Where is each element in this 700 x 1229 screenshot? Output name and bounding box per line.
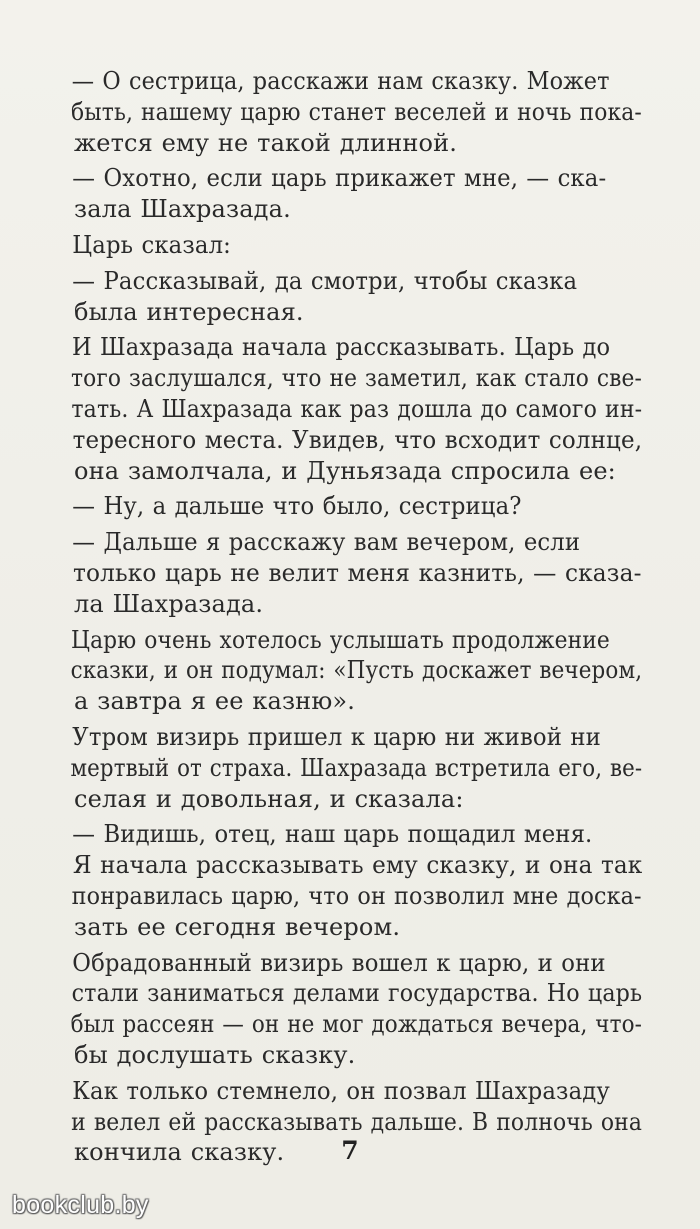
- paragraph-1: [42, 66, 642, 158]
- paragraph-6: [42, 491, 642, 522]
- text-line: селая и довольная, и сказала:: [74, 784, 464, 813]
- paragraph-4: [42, 266, 642, 328]
- text-line: жется ему не такой длинной.: [74, 128, 458, 157]
- text-line: стали заниматься делами государства. Но царь: [71, 979, 643, 1008]
- paragraph-3: [42, 230, 642, 261]
- text-line: тать. А Шахразада как раз дошла до самого ин-: [71, 394, 643, 423]
- text-line: мертвый от страха. Шахразада встретила его, ве-: [70, 753, 643, 782]
- text-line: — Дальше я расскажу вам вечером, если: [72, 528, 581, 557]
- text-line: бы дослушать сказку.: [74, 1040, 356, 1069]
- text-line: Как только стемнело, он позвал Шахразаду: [72, 1076, 610, 1105]
- text-line: ла Шахразада.: [74, 589, 264, 618]
- text-line: — Ну, а дальше что было, сестрица?: [72, 492, 522, 521]
- text-line: сказки, и он подумал: «Пусть доскажет вечером,: [70, 656, 643, 685]
- text-line: И Шахразада начала рассказывать. Царь до: [71, 333, 611, 362]
- text-line: понравилась царю, что он позволил мне доска-: [71, 881, 642, 910]
- watermark-logo: bookclub.by: [12, 1191, 149, 1219]
- paragraph-8: [42, 625, 642, 717]
- text-line: была интересная.: [74, 297, 304, 326]
- text-line: зать ее сегодня вечером.: [74, 912, 401, 941]
- text-line: — О сестрица, расскажи нам сказку. Может: [71, 67, 610, 95]
- paragraph-5: [42, 332, 642, 486]
- text-line: Утром визирь пришел к царю ни живой ни: [72, 722, 601, 751]
- paragraph-10: [42, 819, 642, 942]
- text-line: а завтра я ее казню».: [74, 687, 355, 716]
- text-line: кончила сказку.: [74, 1138, 285, 1167]
- text-line: — Видишь, отец, наш царь пощадил меня.: [72, 820, 593, 849]
- text-line: Царь сказал:: [72, 230, 231, 259]
- text-line: она замолчала, и Дуньязада спросила ее:: [74, 456, 616, 485]
- text-line: — Рассказывай, да смотри, чтобы сказка: [72, 266, 578, 295]
- text-block: [42, 66, 642, 1173]
- text-line: быть, нашему царю станет веселей и ночь пока-: [71, 97, 642, 126]
- text-line: Обрадованный визирь вошел к царю, и они: [72, 948, 606, 977]
- text-line: был рассеян — он не мог дождаться вечера, что-: [70, 1010, 643, 1039]
- text-line: Я начала рассказывать ему сказку, и она так: [72, 851, 643, 880]
- text-line: тересного места. Увидев, что всходит солнце,: [72, 425, 643, 454]
- text-line: того заслушался, что не заметил, как стало све-: [70, 364, 643, 393]
- page-number: 7: [341, 1136, 359, 1165]
- text-line: только царь не велит меня казнить, — сказа-: [72, 558, 642, 587]
- paragraph-11: [42, 948, 642, 1071]
- paragraph-9: [42, 722, 642, 814]
- paragraph-7: [42, 527, 642, 619]
- text-line: — Охотно, если царь прикажет мне, — ска-: [72, 164, 607, 193]
- text-line: и велел ей рассказывать дальше. В полночь она: [71, 1107, 643, 1136]
- text-line: Царю очень хотелось услышать продолжение: [70, 625, 610, 654]
- paragraph-2: [42, 163, 642, 225]
- text-line: зала Шахразада.: [74, 195, 291, 224]
